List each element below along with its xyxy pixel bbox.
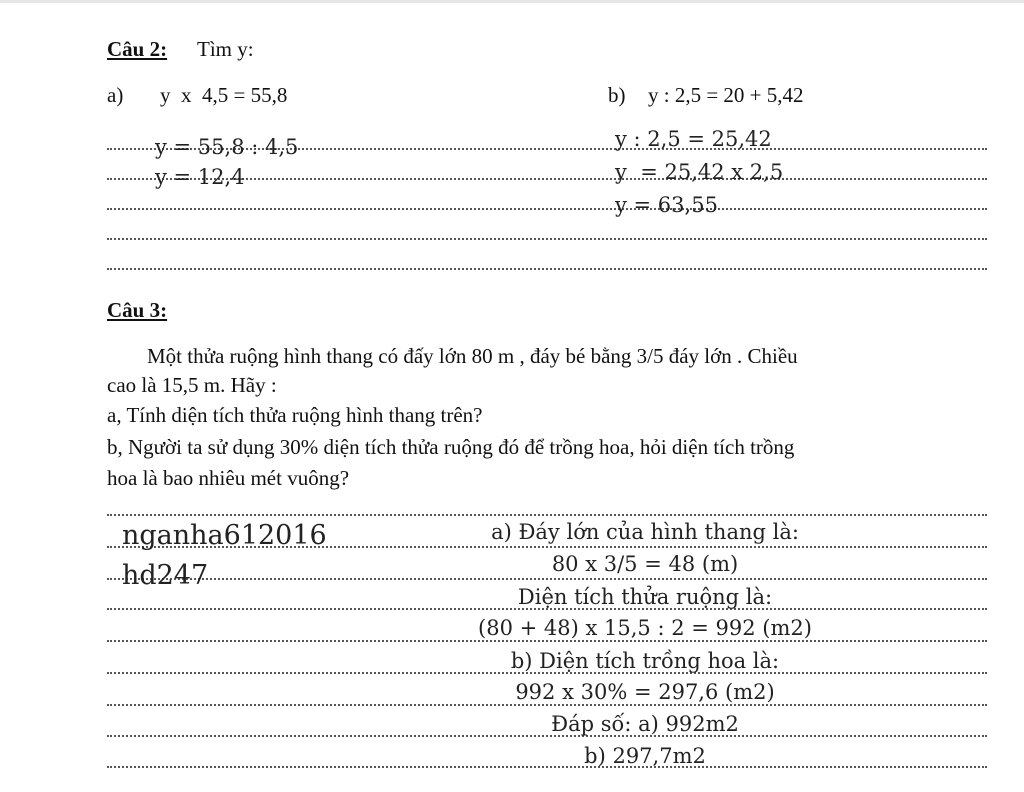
solution-line: 80 x 3/5 = 48 (m) (551, 552, 739, 576)
question-2-heading: Câu 2: (107, 37, 168, 61)
dotted-line (107, 268, 987, 270)
problem-line: Một thửa ruộng hình thang có đấy lớn 80 m , đáy bé bằng 3/5 đáy lớn . Chiều (147, 344, 798, 368)
username-label: nganha612016 (122, 520, 327, 551)
part-b-work-line: y : 2,5 = 25,42 (615, 127, 772, 151)
solution-line: b) Diện tích trồng hoa là: (510, 649, 780, 673)
dotted-line (107, 514, 987, 516)
problem-line: b, Người ta sử dụng 30% diện tích thửa ruộng đó để trồng hoa, hỏi diện tích trồng (107, 435, 795, 459)
top-border (0, 0, 1024, 3)
username-label: hd247 (122, 560, 209, 591)
problem-line: a, Tính diện tích thửa ruộng hình thang trên? (107, 403, 483, 427)
dotted-line (107, 766, 987, 768)
solution-line: 992 x 30% = 297,6 (m2) (515, 680, 775, 704)
problem-line: hoa là bao nhiêu mét vuông? (107, 466, 350, 490)
question-2-prompt: Tìm y: (197, 37, 254, 61)
solution-line: a) Đáy lớn của hình thang là: (491, 520, 799, 544)
part-a-equation: y x 4,5 = 55,8 (160, 83, 288, 107)
part-b-label: b) (608, 83, 626, 107)
part-a-work-line: y = 55,8 : 4,5 (155, 135, 299, 159)
dotted-line (107, 578, 987, 580)
solution-line: Đáp số: a) 992m2 (551, 712, 739, 736)
dotted-line (107, 735, 987, 737)
solution-line: (80 + 48) x 15,5 : 2 = 992 (m2) (478, 616, 812, 640)
part-a-work-line: y = 12,4 (155, 165, 245, 189)
part-a-label: a) (107, 83, 124, 107)
solution-line: Diện tích thửa ruộng là: (517, 585, 773, 609)
part-b-work-line: y = 25,42 x 2,5 (615, 160, 784, 184)
problem-line: cao là 15,5 m. Hãy : (107, 373, 277, 397)
solution-line: b) 297,7m2 (584, 744, 706, 768)
dotted-line (107, 208, 987, 210)
question-3-heading: Câu 3: (107, 298, 168, 322)
dotted-line (107, 238, 987, 240)
part-b-work-line: y = 63,55 (615, 193, 718, 217)
part-b-equation: y : 2,5 = 20 + 5,42 (648, 83, 804, 107)
